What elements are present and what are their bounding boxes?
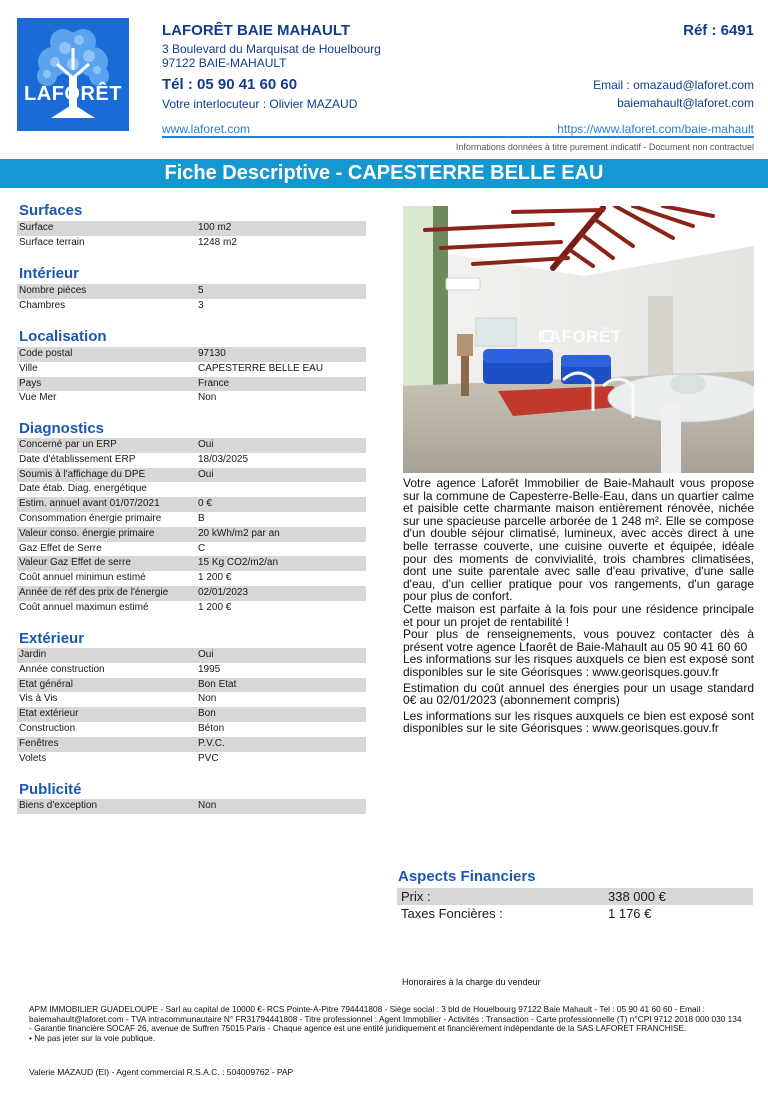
- legal-text: APM IMMOBILIER GUADELOUPE - Sarl au capital de 10000 €- RCS Pointe-A-Pitre 794441808 - Siège social : 3 bld de Houelbourg 97122 Baie Mahault - Tel : 05 90 41 60 60 - Email : baiemahault@laforet.com - TVA intracommunautaire N° FR31794441808 - Titre professionnel : Agent Immobilier - Activités : Transaction - Carte professionnelle (T) n°CPI 9712 2018 000 030 134 - Garantie financière SOCAF 26, avenue de Suffren 75015 Paris - Chaque agence est une entité juridiquement et financièrement indépendante de la SAS LAFORET FRANCHISE.: [29, 1004, 742, 1034]
- row-label: Coût annuel maximun estimé: [19, 601, 149, 613]
- address-line-1: 3 Boulevard du Marquisat de Houelbourg: [162, 42, 381, 56]
- description-paragraph: Les informations sur les risques auxquels ce bien est exposé sont disponibles sur le site Géorisques : www.georisques.gouv.fr: [403, 708, 754, 736]
- row-label: Date d'établissement ERP: [19, 453, 136, 465]
- property-photo: [403, 206, 754, 473]
- row-label: Ville: [19, 362, 38, 374]
- taxes-label: Taxes Foncières :: [401, 906, 503, 921]
- logo-text: LAFORÊT: [24, 83, 122, 105]
- row-label: Coût annuel minimun estimé: [19, 572, 146, 584]
- row-value: 1248 m2: [198, 236, 237, 248]
- legal-footer: [29, 1005, 745, 1043]
- row-label: Chambres: [19, 299, 66, 311]
- header-divider: [162, 136, 754, 138]
- row-value: Non: [198, 392, 217, 404]
- row-label: Date étab. Diag. energétique: [19, 483, 147, 495]
- table-row: [17, 362, 366, 377]
- row-value: Bon Etat: [198, 678, 237, 690]
- row-label: Estim. annuel avant 01/07/2021: [19, 498, 160, 510]
- row-label: Pays: [19, 377, 42, 389]
- table-row: [17, 347, 366, 362]
- agency-phone[interactable]: Tél : 05 90 41 60 60: [162, 76, 298, 93]
- page-title: Fiche Descriptive - CAPESTERRE BELLE EAU: [0, 159, 768, 188]
- row-label: Surface: [19, 222, 54, 233]
- taxes-value: 1 176 €: [608, 906, 652, 921]
- row-value: 15 Kg CO2/m2/an: [198, 557, 279, 569]
- row-label: Nombre pièces: [19, 285, 87, 296]
- row-label: Surface terrain: [19, 236, 85, 248]
- table-row: [17, 284, 366, 299]
- website-link[interactable]: www.laforet.com: [162, 122, 251, 136]
- row-value: 1995: [198, 663, 221, 675]
- property-description: [403, 477, 754, 735]
- row-label: Code postal: [19, 348, 73, 359]
- financials-row-taxes: [397, 905, 753, 922]
- row-value: 3: [198, 299, 204, 311]
- row-value: B: [198, 512, 205, 524]
- photo-watermark: LAFORÊT: [538, 327, 622, 346]
- row-label: Etat général: [19, 678, 73, 690]
- table-row: [17, 601, 366, 616]
- section-title-interieur: Intérieur: [19, 265, 80, 282]
- table-exterieur: [17, 648, 366, 766]
- agent-info: Valerie MAZAUD (EI) - Agent commercial R.S.A.C. : 504009762 - PAP: [29, 1067, 294, 1077]
- financials-table: [397, 888, 753, 922]
- table-row: [17, 752, 366, 767]
- agency-email[interactable]: baiemahault@laforet.com: [617, 96, 754, 110]
- description-paragraph: Estimation du coût annuel des énergies pour un usage standard 0€ au 02/01/2023 (abonnement compris): [403, 680, 754, 708]
- row-label: Gaz Effet de Serre: [19, 542, 102, 554]
- row-value: [198, 482, 366, 497]
- row-label: Construction: [19, 722, 76, 734]
- row-value: PVC: [198, 752, 219, 764]
- description-paragraph: Pour plus de renseignements, vous pouvez contacter dès à présent votre agence Lfaorêt de Baie-Mahault au 05 90 41 60 60: [403, 627, 754, 654]
- table-interieur: [17, 284, 366, 314]
- row-value: 18/03/2025: [198, 453, 249, 465]
- row-label: Biens d'exception: [19, 800, 98, 811]
- financials-title: Aspects Financiers: [398, 868, 536, 885]
- row-value: 100 m2: [198, 222, 232, 233]
- row-value: 20 kWh/m2 par an: [198, 527, 280, 539]
- section-title-localisation: Localisation: [19, 328, 107, 345]
- address-line-2: 97122 BAIE-MAHAULT: [162, 56, 287, 70]
- fees-note: Honoraires à la charge du vendeur: [402, 977, 541, 987]
- table-row: [17, 438, 366, 453]
- table-row: [17, 527, 366, 542]
- table-publicite: [17, 799, 366, 814]
- table-row: [17, 497, 366, 512]
- price-value: 338 000 €: [608, 889, 666, 904]
- row-label: Valeur conso. énergie primaire: [19, 527, 155, 539]
- row-value: Non: [198, 693, 217, 705]
- agency-url-link[interactable]: https://www.laforet.com/baie-mahault: [557, 122, 754, 136]
- table-row: [17, 722, 366, 737]
- row-value: 0 €: [198, 498, 212, 510]
- table-row: [17, 571, 366, 586]
- row-value: CAPESTERRE BELLE EAU: [198, 362, 324, 374]
- table-diagnostics: [17, 438, 366, 616]
- section-title-exterieur: Extérieur: [19, 630, 85, 647]
- table-row: [17, 648, 366, 663]
- table-row: [17, 377, 366, 392]
- row-value: 5: [198, 285, 204, 296]
- row-label: Valeur Gaz Effet de serre: [19, 557, 131, 569]
- table-row: [17, 468, 366, 483]
- table-row: [17, 692, 366, 707]
- financials-row-price: [397, 888, 753, 905]
- row-value: 02/01/2023: [198, 586, 249, 598]
- section-title-publicite: Publicité: [19, 781, 82, 798]
- table-row: [17, 391, 366, 406]
- row-label: Année construction: [19, 663, 105, 675]
- section-title-surfaces: Surfaces: [19, 202, 83, 219]
- table-row: [17, 678, 366, 693]
- reference-number: Réf : 6491: [683, 22, 754, 39]
- table-row: [17, 586, 366, 601]
- row-label: Jardin: [19, 649, 47, 660]
- table-row: [17, 299, 366, 314]
- row-label: Soumis à l'affichage du DPE: [19, 468, 146, 480]
- row-label: Concerné par un ERP: [19, 439, 117, 450]
- table-row: [17, 707, 366, 722]
- row-value: Oui: [198, 468, 214, 480]
- row-label: Volets: [19, 752, 47, 764]
- table-localisation: [17, 347, 366, 406]
- row-label: Vue Mer: [19, 392, 57, 404]
- description-paragraph: Cette maison est parfaite à la fois pour une résidence principale et pour un projet de rentabilité !: [403, 601, 754, 629]
- row-value: 97130: [198, 348, 226, 359]
- table-row: [17, 512, 366, 527]
- description-paragraph: Les informations sur les risques auxquels ce bien est exposé sont disponibles sur le site Géorisques : www.georisques.gouv.fr: [403, 652, 754, 679]
- table-row: [17, 453, 366, 468]
- disclaimer: Informations données à titre purement indicatif - Document non contractuel: [455, 142, 754, 152]
- row-value: Béton: [198, 722, 225, 734]
- row-label: Année de réf des prix de l'énergie: [19, 586, 169, 598]
- table-row: [17, 799, 366, 814]
- table-row: [17, 663, 366, 678]
- laforet-logo: [17, 18, 129, 131]
- price-label: Prix :: [401, 889, 431, 904]
- section-title-diagnostics: Diagnostics: [19, 420, 105, 437]
- table-row: [17, 236, 366, 251]
- row-value: 1 200 €: [198, 572, 232, 584]
- tree-icon: [17, 18, 129, 131]
- description-paragraph: Votre agence Laforêt Immobilier de Baie-Mahault vous propose sur la commune de Capesterre-Belle-Eau, dans un quartier calme et paisible cette charmante maison entièrement rénovée, nichée sur une spacieuse parcelle arborée de 1 248 m². Elle se compose d'un double séjour climatisé, lumineux, avec accès direct à une belle terrasse couverte, une cuisine ouverte et équipée, idéale pour des moments de convivialité, trois chambres climatisées, dont une suite parentale avec salle d'eau privative, d'une salle d'eau, d'un cellier pratique pour vos rangements, d'un garage pour plus de confort.: [403, 476, 754, 604]
- agency-name: LAFORÊT BAIE MAHAULT: [162, 22, 351, 39]
- row-label: Consommation énergie primaire: [19, 512, 162, 524]
- row-value: 1 200 €: [198, 601, 232, 613]
- row-label: Vis à Vis: [19, 693, 58, 705]
- row-value: Bon: [198, 708, 216, 720]
- table-row: [17, 542, 366, 557]
- row-value: Non: [198, 800, 217, 811]
- table-row: [17, 737, 366, 752]
- table-row: [17, 221, 366, 236]
- table-row: [17, 482, 366, 497]
- contact-email[interactable]: Email : omazaud@laforet.com: [593, 78, 754, 92]
- row-value: France: [198, 377, 230, 389]
- contact-person: Votre interlocuteur : Olivier MAZAUD: [162, 97, 358, 111]
- table-row: [17, 556, 366, 571]
- row-value: Oui: [198, 649, 214, 660]
- row-label: Fenêtres: [19, 737, 59, 749]
- row-value: C: [198, 542, 206, 554]
- table-surfaces: [17, 221, 366, 251]
- row-value: Oui: [198, 439, 214, 450]
- recycling-note: • Ne pas jeter sur la voie publique.: [29, 1032, 156, 1043]
- row-value: P.V.C.: [198, 737, 225, 749]
- row-label: Etat extérieur: [19, 708, 79, 720]
